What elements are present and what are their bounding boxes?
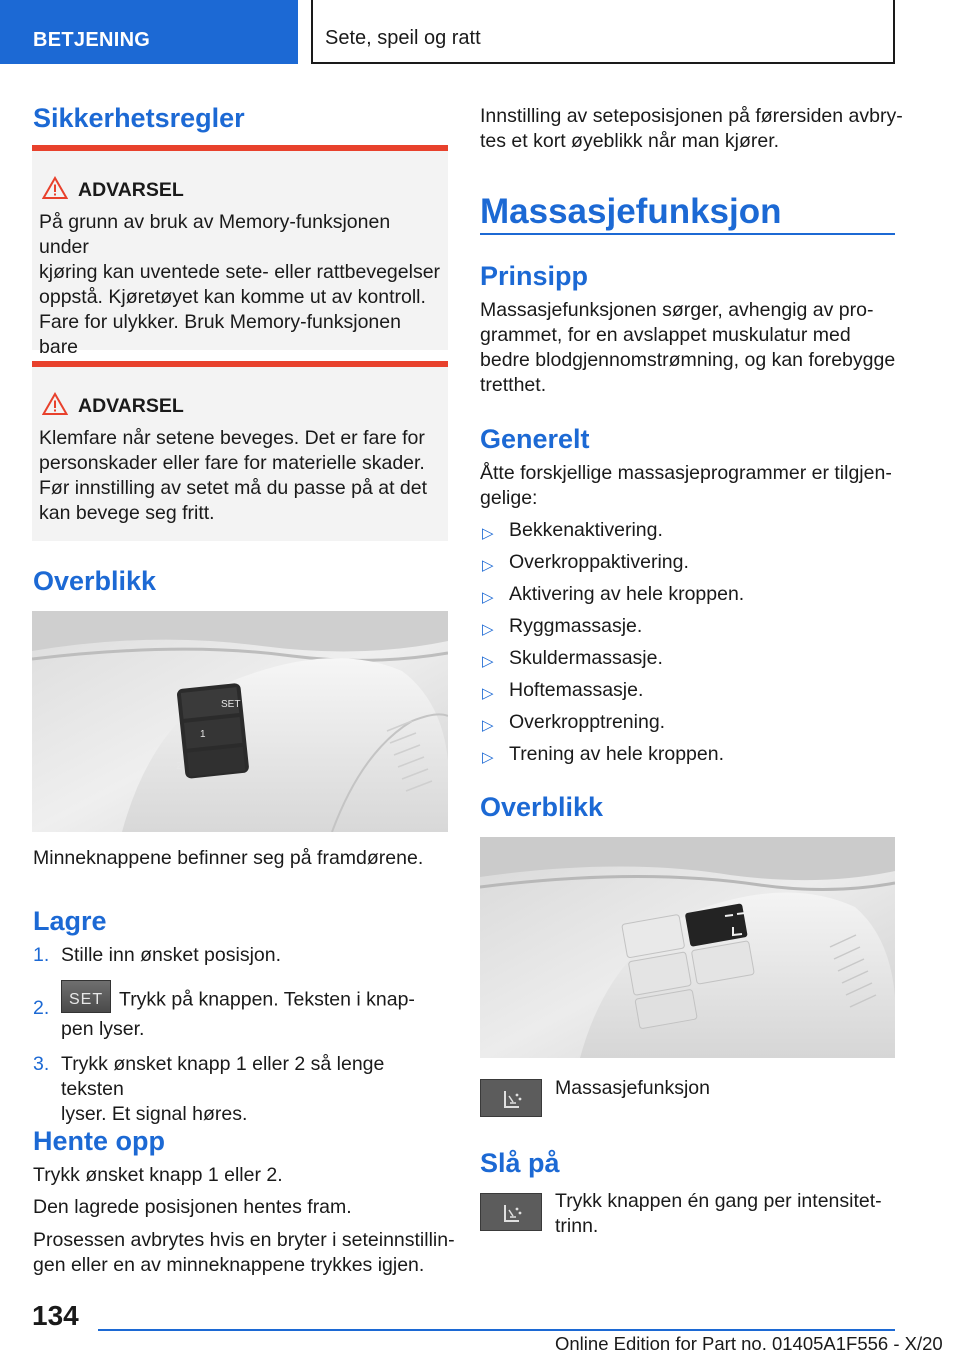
massage-button-icon	[480, 1193, 542, 1231]
chapter-tab	[311, 0, 895, 64]
list-item: ▷ Ryggmassasje.	[482, 615, 643, 638]
principle-text: Massasjefunksjonen sørger, avhengig av pro- grammet, for en avslappet muskulatur med bedre blodgjennomstrømning, og kan forebygge tretthet.	[480, 299, 896, 396]
list-item: ▷ Hoftemassasje.	[482, 679, 644, 702]
recall-text-1: Trykk ønsket knapp 1 eller 2.	[33, 1164, 283, 1186]
set-label: SET	[221, 699, 241, 710]
photo-caption: Minneknappene befinner seg på framdørene.	[33, 847, 424, 869]
list-item: 1. Stille inn ønsket posisjon.	[33, 944, 282, 966]
heading-massage: Massasjefunksjon	[480, 192, 782, 231]
list-item: ▷ Skuldermassasje.	[482, 647, 663, 670]
button-2-label: 2	[176, 761, 182, 772]
heading-on: Slå på	[480, 1148, 560, 1178]
list-item: ▷ Overkroppaktivering.	[482, 551, 689, 574]
memory-buttons-photo	[32, 611, 448, 832]
heading-overview: Overblikk	[33, 566, 157, 596]
list-item: 2. SET Trykk på knappen. Teksten i knap- pen lyser.	[33, 984, 448, 1042]
warning-box-2	[32, 361, 448, 541]
warning-title: ADVARSEL	[78, 179, 184, 201]
heading-recall: Hente opp	[33, 1126, 165, 1156]
list-item: ▷ Trening av hele kroppen.	[482, 743, 724, 766]
button-1-label: 1	[200, 729, 206, 740]
heading-safety: Sikkerhetsregler	[33, 103, 245, 133]
footer-rule	[98, 1329, 895, 1331]
chapter-title: Sete, speil og ratt	[325, 27, 481, 49]
warning-triangle-icon	[42, 392, 68, 416]
on-text: Trykk knappen én gang per intensitet- trinn.	[555, 1190, 882, 1237]
intro-text: Innstilling av seteposisjonen på førersiden avbry- tes et kort øyeblikk når man kjører.	[480, 105, 903, 152]
warning-title: ADVARSEL	[78, 395, 184, 417]
page-number: 134	[32, 1300, 79, 1331]
list-item: ▷ Bekkenaktivering.	[482, 519, 663, 542]
general-text: Åtte forskjellige massasjeprogrammer er tilgjen- gelige:	[480, 462, 892, 509]
recall-text-3: Prosessen avbrytes hvis en bryter i seteinnstillin- gen eller en av minneknappene trykkes igjen.	[33, 1229, 455, 1276]
massage-button-icon	[480, 1079, 542, 1117]
set-button-icon: SET	[61, 980, 111, 1013]
warning-text: Klemfare når setene beveges. Det er fare for personskader eller fare for materielle skader. Før innstilling av setet må du passe på at det kan bevege seg fritt.	[39, 427, 428, 524]
heading-overview-massage: Overblikk	[480, 792, 604, 822]
heading-principle: Prinsipp	[480, 261, 589, 291]
warning-box-1	[32, 145, 448, 358]
heading-general: Generelt	[480, 424, 590, 454]
heading-underline	[480, 233, 895, 235]
heading-store: Lagre	[33, 906, 107, 936]
section-tab	[0, 0, 298, 64]
recall-text-2: Den lagrede posisjonen hentes fram.	[33, 1196, 352, 1218]
icon-label: Massasjefunksjon	[555, 1077, 710, 1099]
list-item: 3. Trykk ønsket knapp 1 eller 2 så lenge teksten lyser. Et signal høres.	[33, 1053, 385, 1125]
list-item: ▷ Aktivering av hele kroppen.	[482, 583, 745, 606]
list-item: ▷ Overkropptrening.	[482, 711, 666, 734]
section-title: BETJENING	[33, 29, 151, 51]
warning-text: På grunn av bruk av Memory-funksjonen under kjøring kan uventede sete- eller rattbevegelser oppstå. Kjøretøyet kan komme ut av kontroll. Fare for ulykker. Bruk Memory-funksjonen bare	[39, 211, 441, 358]
footer-edition: Online Edition for Part no. 01405A1F556 - X/20	[555, 1333, 943, 1354]
massage-button-photo	[480, 837, 895, 1058]
warning-triangle-icon	[42, 176, 68, 200]
